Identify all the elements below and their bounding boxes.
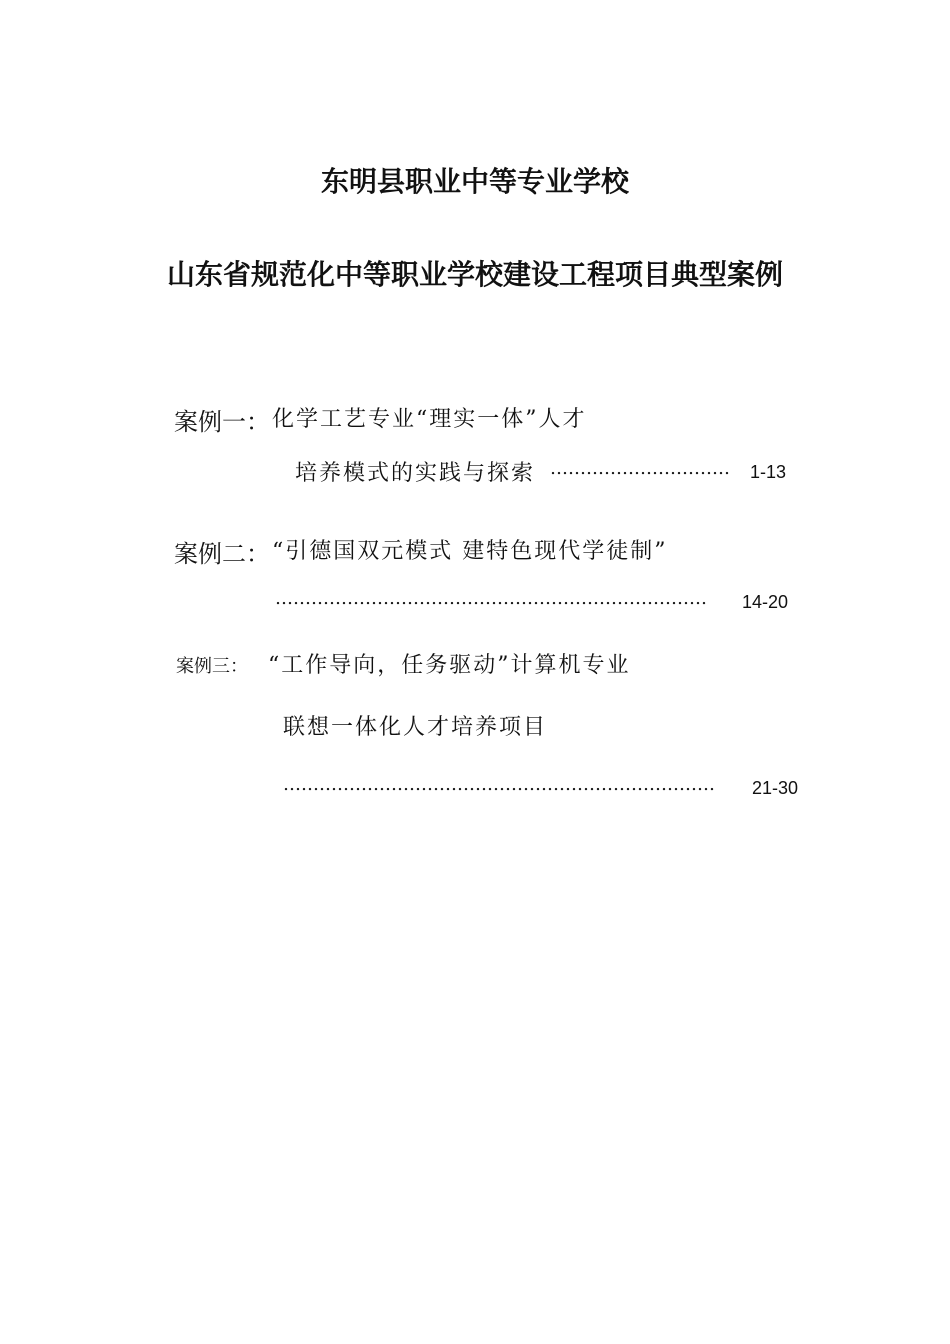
document-title: 山东省规范化中等职业学校建设工程项目典型案例 (166, 258, 783, 291)
toc-entry-1-leader: ………………………… (550, 458, 730, 479)
toc-entry-3-leader: ……………………………………………………………… (283, 774, 715, 795)
toc-entry-1-title-line2: 培养模式的实践与探索 (295, 461, 536, 486)
toc-entry-1-title-line1: 化学工艺专业“理实一体”人才 (272, 407, 587, 432)
toc-entry-3-label: 案例三： (176, 656, 248, 677)
school-title: 东明县职业中等专业学校 (320, 165, 629, 198)
toc-entry-1-pages: 1-13 (750, 462, 787, 482)
toc-entry-2-leader: ……………………………………………………………… (275, 588, 707, 609)
toc-entry-2-title-line1: “引德国双元模式 建特色现代学徒制” (272, 539, 668, 564)
toc-entry-3-pages: 21-30 (752, 778, 799, 798)
toc-entry-1-label: 案例一： (174, 408, 270, 436)
toc-entry-2-label: 案例二： (174, 540, 270, 568)
toc-entry-3-title-line2: 联想一体化人才培养项目 (283, 715, 548, 740)
toc-entry-3-title-line1: “工作导向，任务驱动”计算机专业 (268, 653, 631, 678)
toc-entry-2-pages: 14-20 (742, 592, 789, 612)
